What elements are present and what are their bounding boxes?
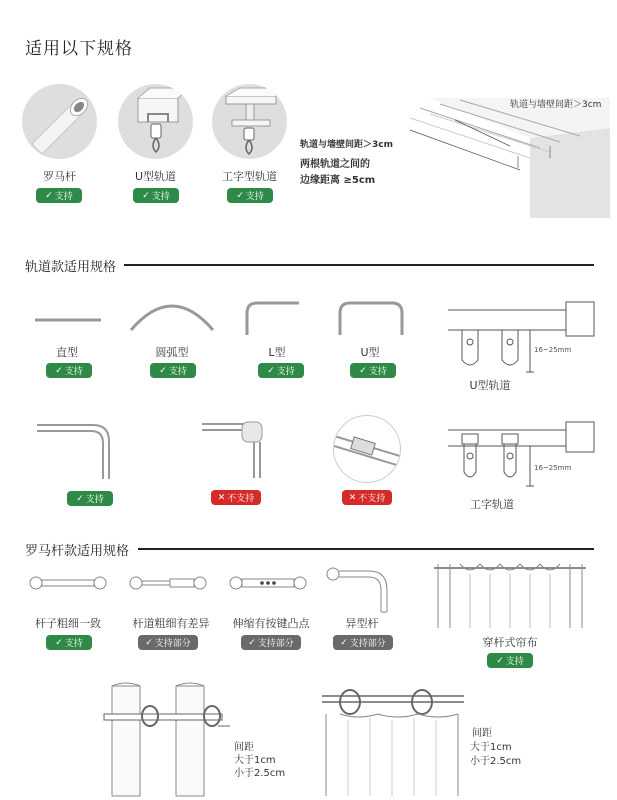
joint-badge: ✕ 不支持	[342, 490, 392, 505]
u-track-image	[118, 84, 193, 159]
rod-section-title: 罗马杆款适用规格	[25, 544, 130, 559]
telescopic-rod-badge: ✓ 支持部分	[241, 635, 301, 650]
close-icon: ✕	[348, 492, 357, 503]
varying-rod-badge: ✓ 支持部分	[138, 635, 198, 650]
grommet-note-right-line3: 小于2.5cm	[470, 756, 522, 767]
straight-label: 直型	[56, 346, 78, 359]
grommet-note-left-line3: 小于2.5cm	[234, 768, 286, 779]
u-track-profile-label: U型轨道	[469, 379, 511, 392]
i-track-badge: ✓ 支持	[227, 188, 273, 203]
i-track-profile-diagram	[440, 420, 610, 500]
arc-badge: ✓ 支持	[150, 363, 196, 378]
l-track-shape	[243, 299, 303, 339]
grommet-curtain-diagram-right	[318, 686, 468, 796]
check-icon: ✓	[55, 365, 63, 376]
arc-track-shape	[127, 294, 217, 334]
varying-rod-label: 杆道粗细有差异	[132, 617, 210, 630]
check-icon: ✓	[496, 655, 504, 666]
check-icon: ✓	[45, 190, 53, 201]
grommet-note-left-line1: 间距	[234, 742, 254, 753]
rod-pocket-badge: ✓ 支持	[487, 653, 533, 668]
shaped-rod-label: 异型杆	[345, 617, 379, 630]
u-track-badge: ✓ 支持	[133, 188, 179, 203]
track-section-title: 轨道款适用规格	[25, 260, 117, 275]
u-track-shape	[336, 299, 406, 339]
u-label: U型	[360, 346, 380, 359]
u-badge: ✓ 支持	[350, 363, 396, 378]
note-track-wall-left: 轨道与墙壁间距＞3cm	[300, 140, 393, 150]
u-track-dim: 16~25mm	[534, 346, 572, 354]
uniform-rod-shape	[28, 575, 108, 591]
i-track-image	[212, 84, 287, 159]
grommet-note-right-line2: 大于1cm	[470, 742, 512, 753]
rod-section-divider	[138, 548, 594, 550]
check-icon: ✓	[340, 637, 348, 648]
straight-track-shape	[35, 315, 105, 325]
shaped-rod-badge: ✓ 支持部分	[333, 635, 393, 650]
shaped-rod-shape	[325, 566, 395, 616]
telescopic-rod-shape	[228, 575, 308, 591]
i-track-dim: 16~25mm	[534, 464, 572, 472]
check-icon: ✓	[159, 365, 167, 376]
roman-rod-badge: ✓ 支持	[36, 188, 82, 203]
roman-rod-label: 罗马杆	[43, 170, 76, 183]
rod-pocket-label: 穿杆式帘布	[482, 636, 538, 649]
u-track-label: U型轨道	[134, 170, 177, 183]
rod-pocket-curtain-diagram	[430, 560, 590, 630]
note-gap-line1: 两根轨道之间的	[300, 159, 370, 170]
track-joint-image	[333, 415, 401, 483]
elbow-badge: ✕ 不支持	[211, 490, 261, 505]
check-icon: ✓	[142, 190, 150, 201]
note-gap-line2: 边缘距离 ≥5cm	[300, 175, 376, 186]
grommet-curtain-diagram-left	[100, 686, 230, 796]
track-section-divider	[124, 264, 594, 266]
arc-label: 圆弧型	[155, 346, 189, 359]
grommet-note-right-line1: 间距	[472, 728, 492, 739]
u-track-profile-diagram	[440, 300, 610, 380]
telescopic-rod-label: 伸缩有按键凸点	[232, 617, 310, 630]
page-title: 适用以下规格	[25, 39, 133, 59]
l-badge: ✓ 支持	[258, 363, 304, 378]
roman-rod-image	[22, 84, 97, 159]
check-icon: ✓	[55, 637, 63, 648]
varying-rod-shape	[128, 575, 208, 591]
elbow-track-shape	[202, 420, 282, 480]
check-icon: ✓	[76, 493, 84, 504]
check-icon: ✓	[236, 190, 244, 201]
i-track-label: 工字型轨道	[222, 170, 277, 183]
l-label: L型	[268, 346, 286, 359]
corner-badge: ✓ 支持	[67, 491, 113, 506]
corner-track-shape	[37, 421, 117, 481]
note-track-wall-right: 轨道与墙壁间距＞3cm	[510, 100, 602, 110]
uniform-rod-badge: ✓ 支持	[46, 635, 92, 650]
close-icon: ✕	[217, 492, 226, 503]
i-track-profile-label: 工字轨道	[470, 498, 514, 511]
straight-badge: ✓ 支持	[46, 363, 92, 378]
check-icon: ✓	[359, 365, 367, 376]
check-icon: ✓	[145, 637, 153, 648]
uniform-rod-label: 杆子粗细一致	[35, 617, 101, 630]
check-icon: ✓	[248, 637, 256, 648]
check-icon: ✓	[267, 365, 275, 376]
grommet-note-left-line2: 大于1cm	[234, 755, 276, 766]
